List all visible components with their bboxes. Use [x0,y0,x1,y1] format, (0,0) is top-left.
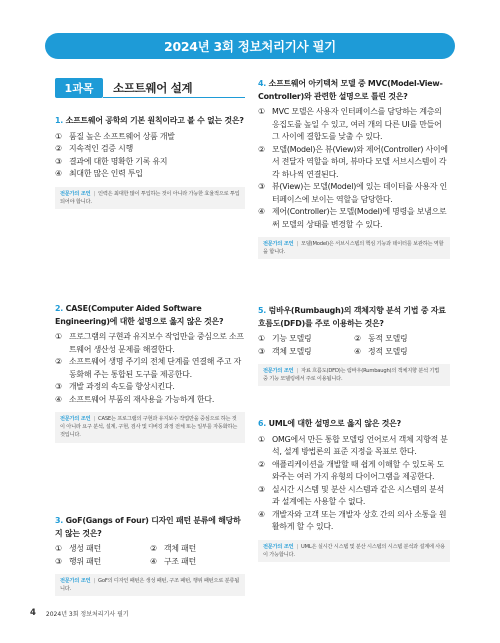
question-title [55,303,245,328]
option-2[interactable] [258,459,450,484]
option-text: 실시간 시스템 및 분산 시스템과 같은 시스템의 분석과 설계에는 사용할 수 없다. [272,484,445,506]
option-text: 모델(Model)은 뷰(View)와 제어(Controller) 사이에서 전달자 역할을 하며, 뷰마다 모델 서브시스템이 각각 하나씩 연결된다. [272,144,448,179]
option-text: 기능 모델링 [272,334,312,343]
option-text: 행위 패턴 [69,556,101,566]
expert-tip-label: 전문가의 조언 [60,578,91,584]
option-2[interactable] [354,333,450,346]
option-marker: ① [258,107,265,116]
expert-tip-text: 자료 흐름도(DFD)는 럼바우(Rumbaugh)의 객체지향 분석 기법 중 기능 모델링에서 주로 이용됩니다. [263,368,440,383]
option-marker: ④ [150,556,157,566]
option-1[interactable] [55,131,245,144]
option-marker: ③ [258,346,265,356]
question-number: 1. [55,116,64,125]
option-marker: ① [55,332,62,341]
option-marker: ④ [258,207,265,216]
option-list [258,106,450,231]
question-title [258,305,450,330]
expert-tip: 전문가의 조언 | UML은 실시간 시스템 및 분산 시스템의 시스템 분석과 설계에 사용이 가능합니다. [258,540,450,562]
option-text: 개발자와 고객 또는 개발자 상호 간의 의사 소통을 원활하게 할 수 있다. [272,509,447,531]
option-4[interactable] [258,509,450,534]
question-number: 4. [258,79,267,88]
page-banner: 2024년 3회 정보처리기사 필기 [45,33,455,59]
option-text: 품질 높은 소프트웨어 상품 개발 [69,131,175,141]
question-text: 럼바우(Rumbaugh)의 객체지향 분석 기법 중 자료 흐름도(DFD)를 주로 이용하는 것은? [258,306,446,328]
option-text: 개발 과정의 속도를 향상시킨다. [69,382,175,391]
option-3[interactable] [55,556,150,569]
option-text: 정적 모델링 [368,346,408,356]
option-2[interactable] [55,143,245,156]
option-text: 최대한 많은 인력 투입 [69,169,143,178]
option-marker: ② [150,544,157,553]
expert-tip-label: 전문가의 조언 [263,543,294,550]
subject-underline [103,97,245,98]
subject-header [55,78,245,98]
expert-tip-text: 모델(Model)은 서브시스템의 핵심 기능과 데이터를 보관하는 역할을 합니다. [263,241,444,256]
question-text: GoF(Gangs of Four) 디자인 패턴 분류에 해당하지 않는 것은? [55,516,241,538]
expert-tip-text: UML은 실시간 시스템 및 분산 시스템의 시스템 분석과 설계에 사용이 가능합니다. [263,543,445,558]
option-2[interactable] [258,144,450,182]
option-list [258,434,450,534]
option-list [258,333,450,358]
question-number: 6. [258,419,267,428]
question-3 [55,515,245,596]
option-marker: ③ [258,484,265,494]
option-marker: ④ [55,394,62,404]
question-number: 5. [258,306,267,315]
option-marker: ④ [55,169,62,178]
question-text: UML에 대한 설명으로 옳지 않은 것은? [268,419,401,428]
option-marker: ② [55,144,62,153]
expert-tip: 전문가의 조언 | CASE는 프로그램의 구현과 유지보수 작업만을 중심으로 하는 것이 아니라 요구 분석, 설계, 구현, 검사 및 디버깅 과정 전체 또는 일부를 자동화하는 것입니다. [55,412,245,443]
option-1[interactable] [258,434,450,459]
option-marker: ④ [354,346,361,356]
option-marker: ① [258,434,265,444]
option-4[interactable] [55,394,245,407]
expert-tip-label: 전문가의 조언 [60,416,91,422]
expert-tip: 전문가의 조언 | 모델(Model)은 서브시스템의 핵심 기능과 데이터를 보관하는 역할을 합니다. [258,237,450,259]
question-title [258,78,450,103]
expert-tip-text: CASE는 프로그램의 구현과 유지보수 작업만을 중심으로 하는 것이 아니라 요구 분석, 설계, 구현, 검사 및 디버깅 과정 전체 또는 일부를 자동화하는 것입니다. [60,416,238,439]
option-4[interactable] [258,206,450,231]
option-marker: ① [258,334,265,343]
option-4[interactable] [150,556,245,569]
option-marker: ④ [258,509,265,519]
question-number: 2. [55,304,64,313]
option-marker: ② [258,144,265,154]
footer-title: 2024년 3회 정보처리기사 필기 [45,610,129,618]
subject-tag: 1과목 [55,78,103,98]
expert-tip-label: 전문가의 조언 [263,368,294,374]
option-2[interactable] [150,543,245,556]
question-title [258,418,450,431]
option-marker: ② [55,357,62,366]
option-1[interactable] [258,106,450,144]
expert-tip: 전문가의 조언 | 인력은 최대한 많이 투입하는 것이 아니라 가능한 효율적으로 투입되어야 합니다. [55,187,245,209]
option-text: 객체 패턴 [164,544,196,553]
option-text: 동적 모델링 [368,334,408,343]
option-text: 구조 패턴 [164,556,196,566]
option-1[interactable] [55,331,245,356]
option-4[interactable] [55,168,245,181]
question-title [55,115,245,128]
option-list [55,131,245,181]
question-text: CASE(Computer Aided Software Engineering)에 대한 설명으로 옳지 않은 것은? [55,304,224,326]
option-1[interactable] [258,333,354,346]
option-text: 소프트웨어 생명 주기의 전체 단계를 연결해 주고 자동화해 주는 통합된 도구를 제공한다. [69,357,242,379]
option-text: OMG에서 만든 통합 모델링 언어로서 객체 지향적 분석, 설계 방법론의 표준 지정을 목표로 한다. [272,434,448,456]
question-number: 3. [55,516,64,525]
expert-tip-text: GoF의 디자인 패턴은 생성 패턴, 구조 패턴, 행위 패턴으로 분류됩니다. [60,578,240,593]
option-marker: ① [55,131,62,141]
expert-tip-label: 전문가의 조언 [263,241,294,247]
option-text: MVC 모델은 사용자 인터페이스를 담당하는 계층의 응집도를 높일 수 있고, 여러 개의 다른 UI를 만들어 그 사이에 결합도를 낮출 수 있다. [272,107,442,141]
option-text: 결과에 대한 명확한 기록 유지 [69,156,168,166]
option-text: 생성 패턴 [69,544,101,553]
option-marker: ③ [55,156,62,166]
question-6 [258,418,450,562]
expert-tip: 전문가의 조언 | GoF의 디자인 패턴은 생성 패턴, 구조 패턴, 행위 패턴으로 분류됩니다. [55,574,245,596]
question-2 [55,303,245,443]
option-text: 애플리케이션을 개발할 때 쉽게 이해할 수 있도록 도와주는 여러 가지 유형의 다이어그램을 제공한다. [272,459,445,481]
question-title [55,515,245,540]
option-marker: ② [258,459,265,469]
option-marker: ① [55,544,62,553]
option-text: 뷰(View)는 모델(Model)에 있는 데이터를 사용자 인터페이스에 보이는 역할을 담당한다. [272,182,448,204]
option-text: 소프트웨어 부품의 재사용을 가능하게 한다. [69,394,215,404]
option-marker: ③ [55,382,62,391]
subject-title: 소프트웨어 설계 [113,81,193,95]
page-footer [30,606,470,620]
option-4[interactable] [354,346,450,359]
expert-tip: 전문가의 조언 | 자료 흐름도(DFD)는 럼바우(Rumbaugh)의 객체지향 분석 기법 중 기능 모델링에서 주로 이용됩니다. [258,364,450,386]
question-text: 소프트웨어 공학의 기본 원칙이라고 볼 수 없는 것은? [65,116,244,125]
option-marker: ③ [258,182,265,191]
option-text: 프로그램의 구현과 유지보수 작업만을 중심으로 소프트웨어 생산성 문제를 해결한다. [69,332,244,354]
option-3[interactable] [258,484,450,509]
option-3[interactable] [258,346,354,359]
question-1 [55,115,245,209]
question-text: 소프트웨어 아키텍처 모델 중 MVC(Model-View-Controller)와 관련한 설명으로 틀린 것은? [258,79,443,101]
option-marker: ② [354,334,361,343]
question-4 [258,78,450,259]
option-list [55,331,245,406]
option-3[interactable] [258,181,450,206]
question-5 [258,305,450,386]
option-3[interactable] [55,156,245,169]
option-text: 지속적인 검증 시행 [69,144,133,153]
option-marker: ③ [55,556,62,566]
option-2[interactable] [55,356,245,381]
option-text: 객체 모델링 [272,346,312,356]
expert-tip-label: 전문가의 조언 [60,190,91,197]
expert-tip-text: 인력은 최대한 많이 투입하는 것이 아니라 가능한 효율적으로 투입되어야 합니다. [60,190,240,205]
option-text: 제어(Controller)는 모델(Model)에 명령을 보냄으로써 모델의 상태를 변경할 수 있다. [272,207,447,229]
option-3[interactable] [55,381,245,394]
page-number: 4 [30,608,36,618]
option-1[interactable] [55,543,150,556]
option-list [55,543,245,568]
